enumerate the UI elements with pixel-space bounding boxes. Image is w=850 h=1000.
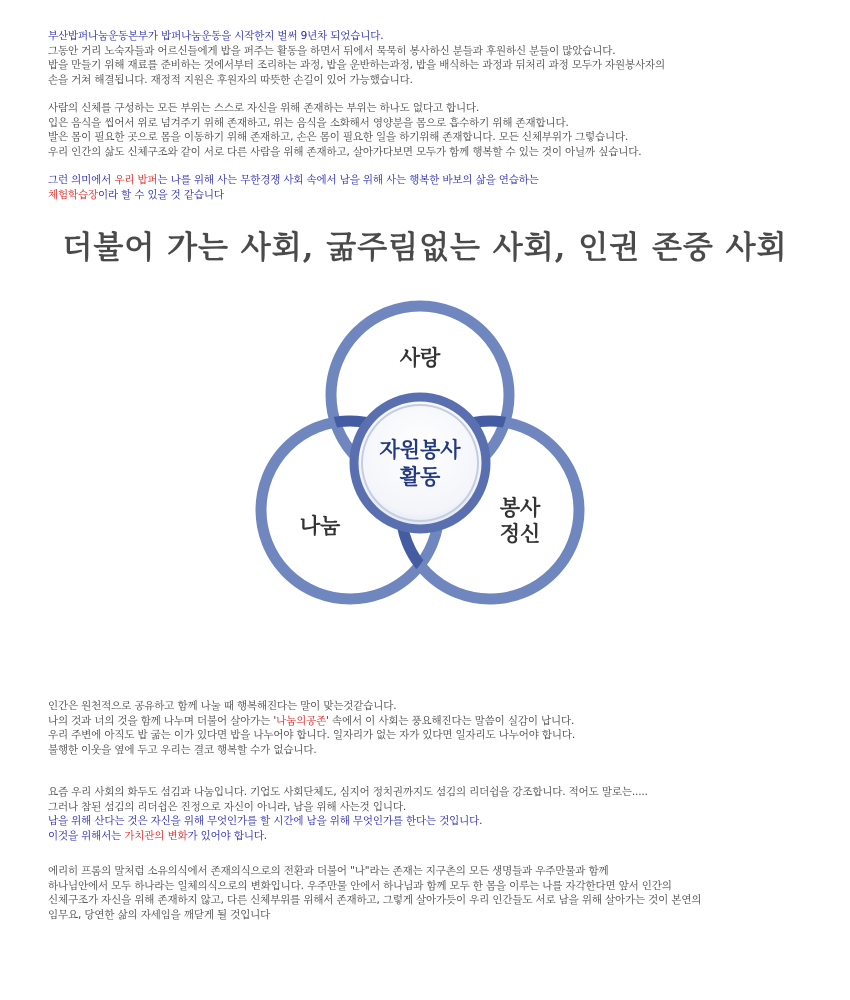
venn-diagram [240,300,600,620]
sharing-paragraph [48,699,838,757]
fromm-line-3: 신체구조가 자신을 위해 존재하지 않고, 다른 신체부위를 위해서 존재하고, 그렇게 살아가듯이 우리 인간들도 서로 남을 위해 살아가는 것이 본연의 [48,894,702,907]
meaning-highlight-bobper: 우리 밥퍼 [114,174,158,186]
leadership-paragraph [48,785,838,843]
meaning-text-c: 이라 할 수 있을 것 같습니다 [97,188,224,201]
intro-paragraph [48,29,838,87]
sharing-line-2 [48,714,838,729]
leadership-text-a: 이것을 위해서는 [48,829,125,842]
intro-line-2: 그동안 거리 노숙자들과 어르신들에게 밥을 퍼주는 활동을 하면서 뒤에서 묵묵히 봉사하신 분들과 후원하신 분들이 많았습니다. [48,44,616,57]
slogan-heading: 더불어 가는 사회, 굶주림없는 사회, 인권 존중 사회 [62,230,788,266]
meaning-line-1 [48,173,838,188]
leadership-line-1: 요즘 우리 사회의 화두도 섬김과 나눔입니다. 기업도 사회단체도, 심지어 정치권까지도 섬김의 리더쉽을 강조합니다. 적어도 말로는..... [48,786,648,798]
intro-line-1: 부산밥퍼나눔운동본부가 밥퍼나눔운동을 시작한지 벌써 9년차 되었습니다. [48,30,384,42]
fromm-line-4: 임무요, 당연한 삶의 자세임을 깨닫게 될 것입니다 [48,908,271,921]
intro-line-4: 손을 거쳐 해결됩니다. 재정적 지원은 후원자의 따뜻한 손길이 있어 가능했습니다. [48,73,413,86]
sharing-line-1: 인간은 원천적으로 공유하고 함께 나눌 때 행복해진다는 말이 맞는것같습니다. [48,700,397,712]
leadership-line-3: 남을 위해 산다는 것은 자신을 위해 무엇인가를 할 시간에 남을 위해 무엇인가를 한다는 것입니다. [48,815,483,828]
body-parts-line-4: 우리 인간의 삶도 신체구조와 같이 서로 다른 사람을 위해 존재하고, 살아가다보면 모두가 함께 행복할 수 있는 것이 아닐까 싶습니다. [48,145,642,158]
label-service-spirit [470,495,570,547]
fromm-line-2: 하나님안에서 모두 하나라는 일체의식으로의 변화입니다. 우주만물 안에서 하나님과 함께 모두 한 몸을 이루는 나를 자각한다면 앞서 인간의 [48,879,672,892]
fromm-line-1: 에리히 프롬의 말처럼 소유의식에서 존재의식으로의 전환과 더불어 "나"라는 존재는 지구촌의 모든 생명들과 우주만물과 함께 [48,865,609,877]
body-parts-line-3: 발은 몸이 필요한 곳으로 몸을 이동하기 위해 존재하고, 손은 몸이 필요한 일을 하기위해 존재합니다. 모든 신체부위가 그렇습니다. [48,131,629,144]
meaning-text-b: 는 나를 위해 사는 무한경쟁 사회 속에서 남을 위해 사는 행복한 바보의 삶을 연습하는 [157,174,539,186]
label-center-line-2: 활동 [399,465,441,489]
body-parts-line-1: 사람의 신체를 구성하는 모든 부위는 스스로 자신을 위해 존재하는 부위는 하나도 없다고 합니다. [48,102,480,114]
intro-line-3: 밥을 만들기 위해 재료를 준비하는 것에서부터 조리하는 과정, 밥을 운반하는과정, 밥을 배식하는 과정과 뒤처리 과정 모두가 자원봉사자의 [48,59,665,72]
leadership-line-4 [48,829,838,844]
meaning-text-a: 그런 의미에서 [48,174,115,186]
sharing-line-3: 우리 주변에 아직도 밥 굶는 이가 있다면 밥을 나누어야 합니다. 일자리가 없는 자가 있다면 일자리도 나누어야 합니다. [48,729,576,742]
label-sharing: 나눔 [299,514,341,538]
meaning-highlight-school: 체험학습장 [48,188,98,201]
leadership-line-2: 그러나 참된 섬김의 리더쉽은 진정으로 자신이 아니라, 남을 위해 사는것 입니다. [48,800,407,813]
body-parts-line-2: 입은 음식을 씹어서 위로 넘겨주기 위해 존재하고, 위는 음식을 소화해서 영양분을 몸으로 흡수하기 위해 존재합니다. [48,116,569,129]
fromm-paragraph [48,864,838,922]
sharing-text-a: 나의 것과 너의 것을 함께 나누며 더불어 살아가는 ' [48,714,277,727]
sharing-text-b: ' 속에서 이 사회는 풍요해진다는 말씀이 실감이 납니다. [326,714,575,727]
body-parts-paragraph [48,101,838,159]
label-service-spirit-line-1: 봉사 [499,496,541,520]
sharing-highlight-coexistence: 나눔의공존 [276,714,327,727]
meaning-line-2 [48,188,838,203]
sharing-line-4: 불행한 이웃을 옆에 두고 우리는 결코 행복할 수가 없습니다. [48,743,317,756]
leadership-highlight-values: 가치관의 변화 [124,829,188,842]
meaning-paragraph [48,173,838,202]
label-service-spirit-line-2: 정신 [499,522,541,546]
label-volunteer-activity [360,437,480,491]
label-center-line-1: 자원봉사 [379,438,461,462]
label-love: 사랑 [399,346,441,370]
leadership-text-b: 가 있어야 합니다. [187,829,267,842]
